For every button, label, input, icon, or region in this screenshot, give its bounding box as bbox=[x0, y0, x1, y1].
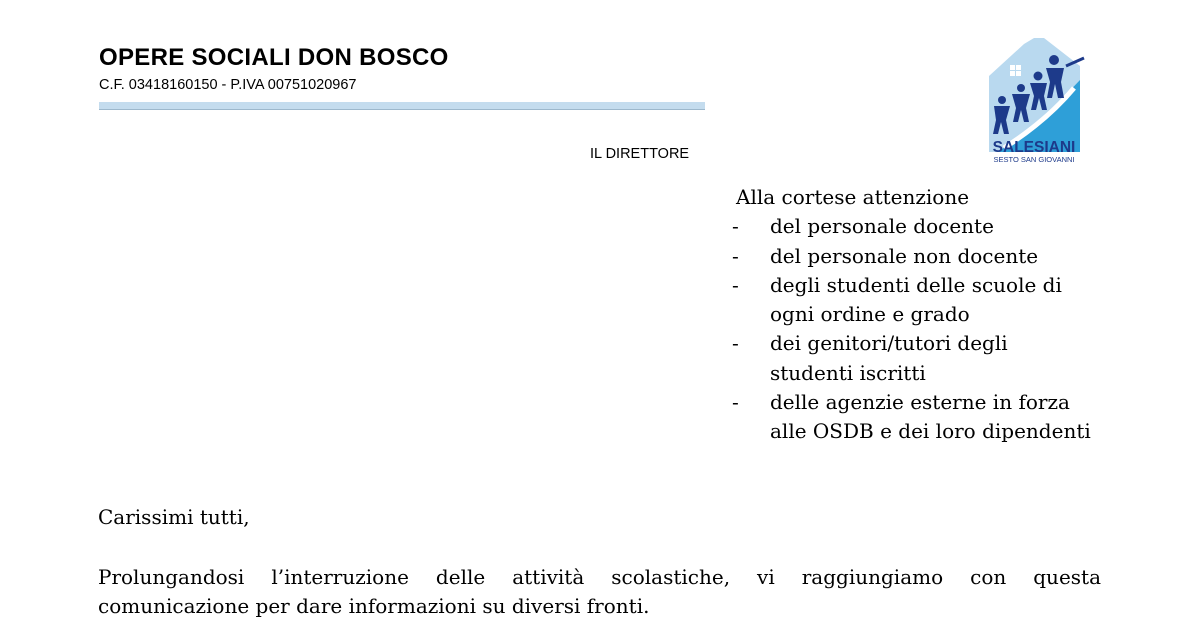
list-bullet: - bbox=[732, 272, 739, 297]
list-bullet: - bbox=[732, 331, 739, 356]
list-item bbox=[732, 242, 1136, 271]
list-item-text: del personale docente bbox=[770, 214, 994, 239]
body-line-2: comunicazione per dare informazioni su diversi fronti. bbox=[98, 594, 650, 619]
logo-name: SALESIANI bbox=[992, 139, 1076, 156]
recipients-block bbox=[732, 183, 1136, 447]
list-bullet: - bbox=[732, 214, 739, 239]
director-label: IL DIRETTORE bbox=[590, 146, 690, 162]
list-bullet: - bbox=[732, 390, 739, 415]
list-item bbox=[732, 271, 1136, 330]
list-item bbox=[732, 329, 1136, 388]
logo-subtitle: SESTO SAN GIOVANNI bbox=[993, 155, 1075, 164]
body-line-1: Prolungandosi l’interruzione delle attività scolastiche, vi raggiungiamo con questa bbox=[98, 565, 1101, 589]
list-item-text: degli studenti delle scuole di ogni ordine e grado bbox=[770, 272, 1062, 327]
body-paragraph bbox=[98, 563, 1101, 622]
list-item bbox=[732, 388, 1136, 447]
list-bullet: - bbox=[732, 243, 739, 268]
list-item-text: del personale non docente bbox=[770, 243, 1039, 268]
salutation: Carissimi tutti, bbox=[98, 505, 250, 529]
header-divider bbox=[99, 102, 705, 110]
org-tax-codes: C.F. 03418160150 - P.IVA 00751020967 bbox=[99, 77, 357, 93]
salesiani-logo-icon bbox=[984, 36, 1092, 170]
list-item bbox=[732, 212, 1136, 241]
recipients-intro: Alla cortese attenzione bbox=[736, 185, 970, 209]
list-item-text: delle agenzie esterne in forza alle OSDB e dei loro dipendenti bbox=[770, 390, 1091, 444]
list-item-text: dei genitori/tutori degli studenti iscritti bbox=[770, 331, 1008, 385]
org-name: OPERE SOCIALI DON BOSCO bbox=[99, 44, 449, 71]
recipients-list bbox=[732, 212, 1136, 446]
